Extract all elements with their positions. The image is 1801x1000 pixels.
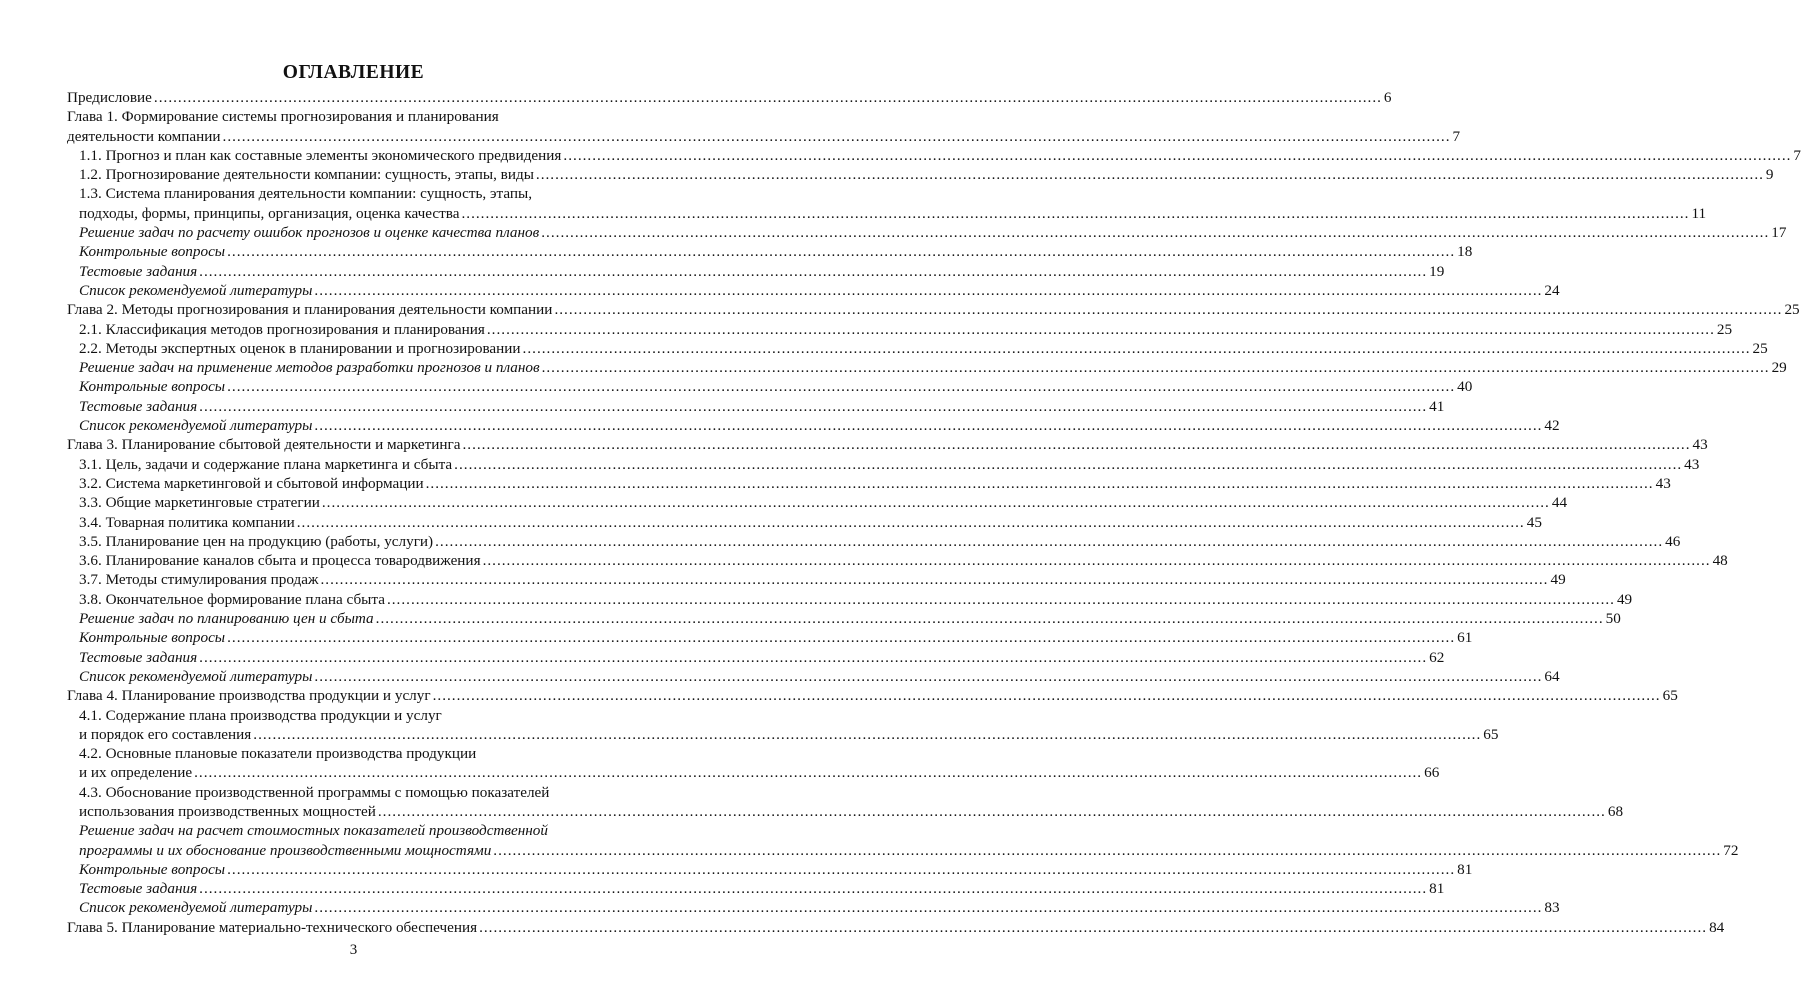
toc-entry (67, 821, 640, 840)
toc-entry (67, 648, 1445, 667)
toc-entry-title: 3.7. Методы стимулирования продаж (79, 571, 319, 589)
toc-entry-page: 64 (1544, 667, 1560, 685)
dot-leader (554, 300, 1782, 319)
toc-entry-title: 1.3. Система планирования деятельности компании: сущность, этапы, (79, 185, 533, 203)
dot-leader (493, 841, 1721, 860)
toc-entry-title: подходы, формы, принципы, организация, оценка качества (79, 204, 460, 222)
toc-entry (67, 551, 1728, 570)
dot-leader (378, 802, 1606, 821)
toc-entry-title: Контрольные вопросы (79, 860, 226, 878)
toc-entry-page: 81 (1429, 880, 1445, 898)
toc-entry (67, 397, 1445, 416)
toc-entry-page: 24 (1544, 281, 1560, 299)
toc-entry-title: Глава 2. Методы прогнозирования и планирования деятельности компании (67, 301, 553, 319)
dot-leader (322, 493, 1550, 512)
dot-leader (223, 127, 1451, 146)
toc-entry-page: 25 (1752, 339, 1768, 357)
toc-entry-page: 50 (1605, 610, 1621, 628)
page-title: ОГЛАВЛЕНИЕ (282, 62, 425, 83)
page-number: 3 (349, 942, 358, 958)
toc-entry (67, 783, 640, 802)
dot-leader (297, 513, 1525, 532)
toc-entry-title: Глава 4. Планирование производства продукции и услуг (67, 687, 431, 705)
dot-leader (462, 435, 1690, 454)
toc-entry-page: 62 (1429, 648, 1445, 666)
dot-leader (536, 165, 1764, 184)
toc-entry (67, 860, 1473, 879)
toc-entry-title: Контрольные вопросы (79, 629, 226, 647)
toc-entry-title: 4.1. Содержание плана производства продукции и услуг (79, 706, 442, 724)
toc-entry (67, 744, 640, 763)
dot-leader (199, 262, 1427, 281)
toc-entry (67, 493, 1568, 512)
dot-leader (454, 455, 1682, 474)
dot-leader (199, 879, 1427, 898)
toc-entry-page: 25 (1784, 301, 1800, 319)
toc-entry-page: 19 (1429, 262, 1445, 280)
toc-entry-title: Список рекомендуемой литературы (79, 899, 313, 917)
dot-leader (227, 242, 1455, 261)
toc-entry-page: 11 (1691, 204, 1707, 222)
dot-leader (314, 667, 1542, 686)
toc-entry-page: 48 (1712, 552, 1728, 570)
toc-entry-title: Список рекомендуемой литературы (79, 417, 313, 435)
dot-leader (435, 532, 1663, 551)
toc-entry (67, 358, 1787, 377)
toc-entry (67, 184, 640, 203)
toc-entry-page: 72 (1723, 841, 1739, 859)
toc-entry-page: 9 (1765, 166, 1774, 184)
toc-entry (67, 455, 1700, 474)
toc-entry-title: и их определение (79, 764, 193, 782)
toc-entry (67, 686, 1678, 705)
toc-entry (67, 570, 1566, 589)
toc-entry (67, 339, 1768, 358)
toc-entry (67, 281, 1560, 300)
toc-entry-title: 3.1. Цель, задачи и содержание плана маркетинга и сбыта (79, 455, 453, 473)
toc-entry-page: 42 (1544, 417, 1560, 435)
toc-entry (67, 725, 1499, 744)
toc-entry-title: Список рекомендуемой литературы (79, 667, 313, 685)
dot-leader (433, 686, 1661, 705)
toc-entry-title: 3.5. Планирование цен на продукцию (работы, услуги) (79, 532, 434, 550)
toc-entry-title: 1.1. Прогноз и план как составные элементы экономического предвидения (79, 146, 562, 164)
toc-entry (67, 609, 1621, 628)
toc-entry-title: 3.8. Окончательное формирование плана сбыта (79, 590, 385, 608)
toc-entry-page: 81 (1457, 860, 1473, 878)
toc-entry-title: 3.6. Планирование каналов сбыта и процесса товародвижения (79, 552, 481, 570)
dot-leader (487, 320, 1715, 339)
toc-entry-title: Тестовые задания (79, 262, 198, 280)
dot-leader (483, 551, 1711, 570)
toc-entry-page: 43 (1692, 436, 1708, 454)
dot-leader (154, 88, 1382, 107)
toc-entry (67, 513, 1542, 532)
toc-entry (67, 262, 1445, 281)
toc-entry (67, 377, 1473, 396)
toc-entry-title: Тестовые задания (79, 648, 198, 666)
toc-entry-page: 66 (1424, 764, 1440, 782)
toc-entry-title: 4.3. Обоснование производственной программы с помощью показателей (79, 783, 550, 801)
toc-entry-page: 29 (1771, 359, 1787, 377)
toc-entry-title: 3.3. Общие маркетинговые стратегии (79, 494, 320, 512)
dot-leader (523, 339, 1751, 358)
toc-entry-title: Список рекомендуемой литературы (79, 281, 313, 299)
toc-entry-page: 43 (1655, 474, 1671, 492)
dot-leader (461, 204, 1689, 223)
toc-entry (67, 107, 640, 126)
toc-entry-page: 83 (1544, 899, 1560, 917)
toc-entry-title: 3.4. Товарная политика компании (79, 513, 295, 531)
toc-entry-page: 49 (1616, 590, 1633, 608)
dot-leader (253, 725, 1481, 744)
toc-entry-title: 3.2. Система маркетинговой и сбытовой информации (79, 474, 424, 492)
toc-entry (67, 706, 640, 725)
toc-entry-title: Решение задач по планированию цен и сбыта (79, 610, 374, 628)
toc-entry (67, 165, 1774, 184)
toc-entry-title: использования производственных мощностей (79, 802, 376, 820)
table-of-contents (67, 88, 1801, 937)
dot-leader (542, 358, 1770, 377)
toc-entry-title: и порядок его составления (79, 725, 252, 743)
toc-entry-title: Тестовые задания (79, 397, 198, 415)
toc-entry-title: Решение задач на расчет стоимостных показателей производственной (79, 822, 548, 840)
toc-entry-title: Глава 1. Формирование системы прогнозирования и планирования (67, 108, 499, 126)
toc-entry (67, 88, 1392, 107)
toc-entry-page: 18 (1457, 243, 1473, 261)
toc-entry (67, 532, 1681, 551)
dot-leader (479, 918, 1707, 937)
toc-entry (67, 802, 1624, 821)
dot-leader (376, 609, 1604, 628)
dot-leader (199, 648, 1427, 667)
toc-entry-page: 7 (1793, 146, 1801, 164)
toc-entry-page: 7 (1452, 127, 1461, 145)
toc-entry-title: Предисловие (67, 89, 152, 106)
toc-entry-page: 49 (1550, 571, 1566, 589)
toc-entry-title: Контрольные вопросы (79, 378, 226, 396)
toc-entry-title: Глава 3. Планирование сбытовой деятельности и маркетинга (67, 436, 461, 454)
toc-entry-page: 84 (1709, 918, 1725, 936)
dot-leader (541, 223, 1769, 242)
toc-entry-page: 61 (1457, 629, 1473, 647)
toc-entry-title: программы и их обоснование производственными мощностями (79, 841, 492, 859)
toc-entry (67, 242, 1473, 261)
dot-leader (199, 397, 1427, 416)
toc-entry (67, 127, 1461, 146)
toc-entry-title: 4.2. Основные плановые показатели производства продукции (79, 745, 477, 763)
toc-entry-page: 40 (1457, 378, 1473, 396)
dot-leader (563, 146, 1791, 165)
toc-entry-title: Решение задач по расчету ошибок прогнозов и оценке качества планов (79, 224, 540, 242)
toc-entry (67, 879, 1445, 898)
toc-entry-page: 17 (1771, 224, 1787, 242)
toc-entry-title: Решение задач на применение методов разработки прогнозов и планов (79, 359, 540, 377)
dot-leader (227, 377, 1455, 396)
dot-leader (426, 474, 1654, 493)
toc-entry-title: 2.2. Методы экспертных оценок в планировании и прогнозировании (79, 339, 521, 357)
toc-entry-page: 44 (1551, 494, 1568, 512)
toc-entry (67, 628, 1473, 647)
toc-entry-page: 43 (1684, 455, 1700, 473)
toc-entry-title: Тестовые задания (79, 880, 198, 898)
dot-leader (314, 281, 1542, 300)
toc-entry (67, 416, 1560, 435)
toc-entry-page: 65 (1483, 725, 1499, 743)
toc-entry (67, 435, 1708, 454)
dot-leader (227, 628, 1455, 647)
toc-entry (67, 223, 1787, 242)
toc-entry-page: 41 (1429, 397, 1445, 415)
toc-entry (67, 300, 1800, 319)
dot-leader (194, 763, 1422, 782)
toc-entry-page: 68 (1607, 802, 1624, 820)
toc-entry-page: 45 (1526, 513, 1542, 531)
toc-entry (67, 763, 1440, 782)
dot-leader (320, 570, 1548, 589)
toc-entry (67, 667, 1560, 686)
toc-entry (67, 146, 1801, 165)
toc-entry-page: 46 (1665, 532, 1681, 550)
dot-leader (227, 860, 1455, 879)
toc-entry-title: Контрольные вопросы (79, 243, 226, 261)
toc-entry (67, 204, 1707, 223)
toc-entry-title: деятельности компании (67, 127, 221, 145)
dot-leader (314, 416, 1542, 435)
toc-entry-title: 1.2. Прогнозирование деятельности компании: сущность, этапы, виды (79, 166, 534, 184)
toc-entry-page: 65 (1662, 687, 1678, 705)
toc-entry (67, 320, 1733, 339)
toc-entry (67, 918, 1725, 937)
toc-entry-page: 6 (1383, 89, 1392, 106)
toc-entry (67, 590, 1633, 609)
toc-entry-title: Глава 5. Планирование материально-технического обеспечения (67, 918, 478, 936)
dot-leader (314, 898, 1542, 917)
toc-entry (67, 841, 1739, 860)
dot-leader (387, 590, 1615, 609)
toc-entry-page: 25 (1716, 320, 1733, 338)
toc-entry-title: 2.1. Классификация методов прогнозирования и планирования (79, 320, 485, 338)
toc-entry (67, 474, 1671, 493)
toc-entry (67, 898, 1560, 917)
